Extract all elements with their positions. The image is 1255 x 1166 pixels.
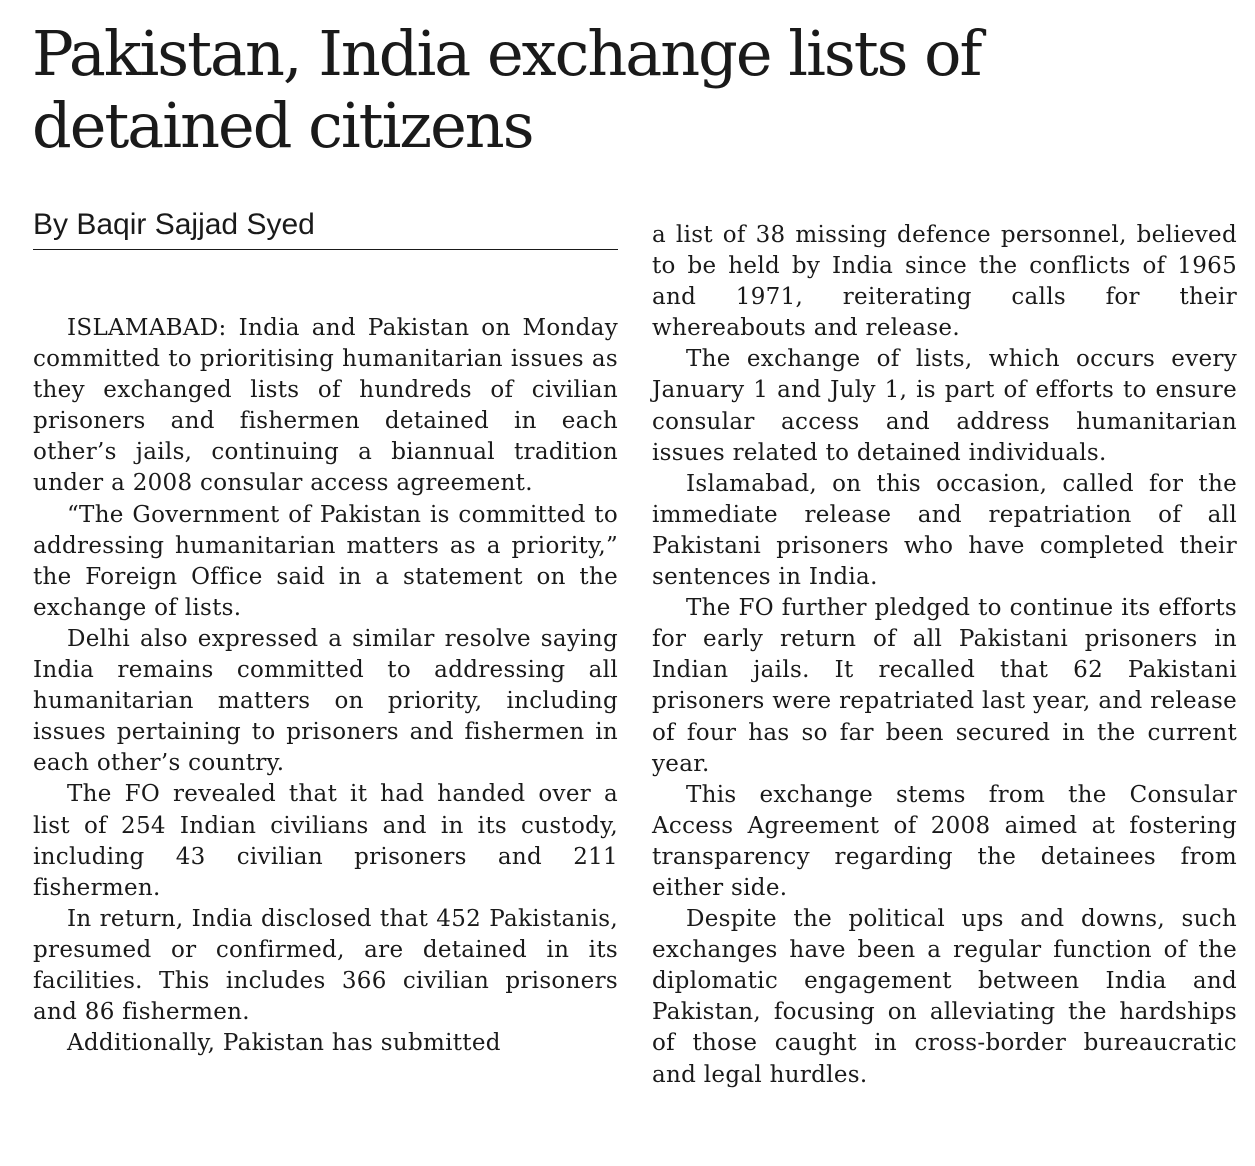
paragraph: This exchange stems from the Consular Access Agreement of 2008 aimed at fostering transparency regarding the detainees from either side. bbox=[652, 781, 1237, 901]
paragraph: The FO revealed that it had handed over a list of 254 Indian civilians and in its custody, including 43 civilian prisoners and 211 fishermen. bbox=[33, 781, 618, 901]
paragraph: The exchange of lists, which occurs every January 1 and July 1, is part of efforts to ensure consular access and address humanitarian issues related to detained individuals. bbox=[652, 346, 1237, 466]
paragraph: “The Government of Pakistan is committed to addressing humanitarian matters as a priority,” the Foreign Office said in a statement on the exchange of lists. bbox=[33, 501, 618, 621]
paragraph: In return, India disclosed that 452 Pakistanis, presumed or confirmed, are detained in its facilities. This includes 366 civilian prisoners and 86 fishermen. bbox=[33, 905, 618, 1026]
byline: By Baqir Sajjad Syed bbox=[33, 207, 618, 250]
article-column-left bbox=[33, 313, 618, 1059]
paragraph: Additionally, Pakistan has submitted bbox=[67, 1030, 501, 1057]
paragraph-continuation: a list of 38 missing defence personnel, believed to be held by India since the conflicts of 1965 and 1971, reiterating calls for their whereabouts and release. bbox=[652, 222, 1237, 342]
headline: Pakistan, India exchange lists of detained citizens bbox=[32, 17, 981, 162]
paragraph: Despite the political ups and downs, such exchanges have been a regular function of the diplomatic engagement between India and Pakistan, focusing on alleviating the hardships of those caught in cross-border bureaucratic and legal hurdles. bbox=[652, 906, 1237, 1088]
paragraph: ISLAMABAD: India and Pakistan on Monday committed to prioritising humanitarian issues as they exchanged lists of hundreds of civilian prisoners and fishermen detained in each other’s jails, continuing a biannual tradition under a 2008 consular access agreement. bbox=[33, 315, 618, 497]
paragraph: The FO further pledged to continue its efforts for early return of all Pakistani prisoners in Indian jails. It recalled that 62 Pakistani prisoners were repatriated last year, and release of four has so far been secured in the current year. bbox=[652, 595, 1237, 777]
paragraph: Delhi also expressed a similar resolve saying India remains committed to addressing all humanitarian matters on priority, including issues pertaining to prisoners and fishermen in each other’s country. bbox=[33, 625, 618, 777]
article-column-right bbox=[652, 220, 1237, 1091]
paragraph: Islamabad, on this occasion, called for the immediate release and repatriation of all Pakistani prisoners who have completed their sentences in India. bbox=[652, 470, 1237, 591]
